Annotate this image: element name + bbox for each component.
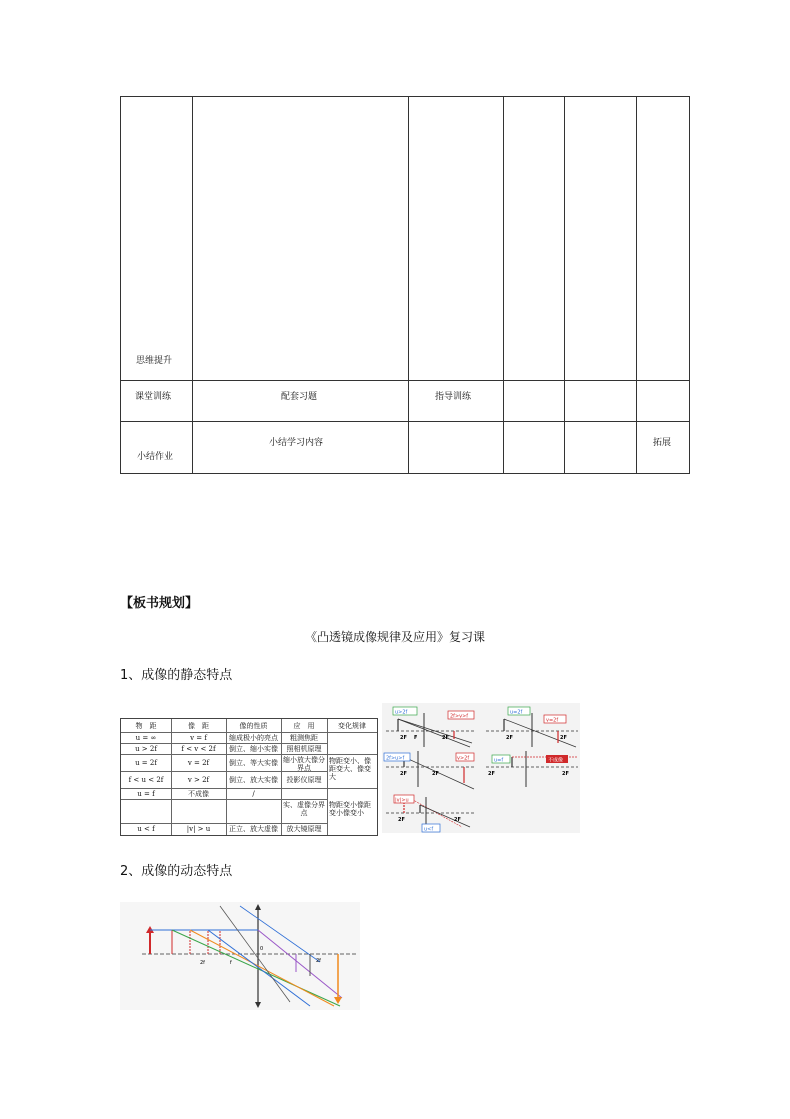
lesson-title: 《凸透镜成像规律及应用》复习课: [304, 630, 485, 644]
label-2f: 2F: [398, 817, 405, 823]
label-2f: 2F: [432, 771, 439, 777]
part1-title: 1、成像的静态特点: [120, 668, 233, 683]
label-2f: 2F: [560, 735, 567, 741]
column-divider: [636, 97, 637, 473]
row-label-summary: 小结作业: [137, 452, 174, 462]
column-divider: [503, 97, 504, 473]
table-cell: |v| > u: [186, 825, 211, 833]
row-divider: [121, 421, 689, 422]
label-2f: 2F: [442, 735, 449, 741]
table-cell: 正立、放大虚像: [229, 825, 278, 833]
label-v-eq-2f: v=2f: [546, 717, 559, 724]
header-object-distance: 物 距: [135, 722, 157, 730]
label-f-v-2f: 2f>v>f: [450, 713, 469, 720]
label-2f: 2F: [488, 771, 495, 777]
rule-approaching: 物距变小、像距变大、像变大: [329, 757, 371, 781]
table-cell: /: [252, 790, 255, 798]
header-image-nature: 像的性质: [239, 722, 268, 730]
label-v-gt-u: |v|>u: [395, 797, 409, 804]
label-u-gt-2f: u>2f: [395, 709, 408, 716]
label-f-u-2f: 2f>u>f: [386, 755, 405, 762]
label-2f-right: 2f: [316, 958, 321, 964]
label-u-eq-2f: u=2f: [510, 709, 523, 716]
label-2f-left: 2f: [200, 960, 205, 966]
label-u-lt-f: u<f: [424, 826, 434, 833]
header-change-rule: 变化规律: [338, 722, 366, 730]
label-v-gt-2f: v>2f: [457, 755, 470, 762]
label-no-image: 不成像: [548, 757, 564, 764]
lesson-plan-table: [120, 96, 690, 474]
table-cell: 缩小放大像分界点: [283, 756, 325, 772]
table-cell: u = f: [137, 790, 155, 798]
table-cell: u = ∞: [135, 734, 157, 742]
table-cell: v = 2f: [187, 759, 210, 767]
row-divider: [121, 380, 689, 381]
practice-content: 配套习题: [281, 392, 318, 402]
practice-teacher: 指导训练: [435, 392, 472, 402]
rule-virtual: 物距变小像距变小像变小: [329, 801, 371, 817]
table-cell: 不成像: [188, 790, 209, 798]
table-cell: 投影仪原理: [286, 776, 322, 784]
dynamic-imaging-figure: [120, 902, 360, 1010]
label-2f: 2F: [400, 735, 407, 741]
row-label-practice: 课堂训练: [135, 392, 172, 402]
table-cell: 放大镜原理: [286, 825, 322, 833]
table-cell: f < u < 2f: [128, 776, 164, 784]
table-cell: 粗测焦距: [290, 734, 318, 742]
header-image-distance: 像 距: [188, 722, 209, 730]
imaging-summary-table: [120, 718, 378, 836]
part2-title: 2、成像的动态特点: [120, 864, 233, 879]
table-cell: u = 2f: [135, 759, 157, 767]
label-optical-center: 0: [260, 946, 264, 952]
column-divider: [408, 97, 409, 473]
table-cell: 倒立、放大实像: [229, 776, 278, 784]
column-divider: [564, 97, 565, 473]
label-f-left: f: [230, 960, 232, 966]
label-focus: F: [414, 735, 418, 741]
board-plan-heading: 【板书规划】: [120, 596, 199, 611]
table-cell: v > 2f: [187, 776, 210, 784]
table-cell: u > 2f: [135, 745, 157, 753]
table-cell: u < f: [137, 825, 155, 833]
label-2f: 2F: [400, 771, 407, 777]
table-cell: 照相机原理: [286, 745, 322, 753]
row-label-thinking: 思维提升: [136, 356, 173, 366]
summary-content: 小结学习内容: [269, 438, 324, 448]
ray-diagrams-figure: [382, 703, 580, 833]
label-2f: 2F: [454, 817, 461, 823]
table-cell: 倒立、缩小实像: [229, 745, 278, 753]
table-cell: 倒立、等大实像: [229, 759, 278, 767]
label-u-eq-f: u=f: [494, 757, 504, 764]
table-cell: f < v < 2f: [181, 745, 216, 753]
label-2f: 2F: [506, 735, 513, 741]
column-divider: [192, 97, 193, 473]
table-cell: 缩成极小的亮点: [229, 734, 278, 742]
label-2f: 2F: [562, 771, 569, 777]
summary-extra: 拓展: [653, 438, 672, 448]
table-cell: 实、虚像分界点: [283, 801, 325, 817]
header-application: 应 用: [293, 722, 315, 730]
table-cell: v = f: [190, 734, 207, 742]
